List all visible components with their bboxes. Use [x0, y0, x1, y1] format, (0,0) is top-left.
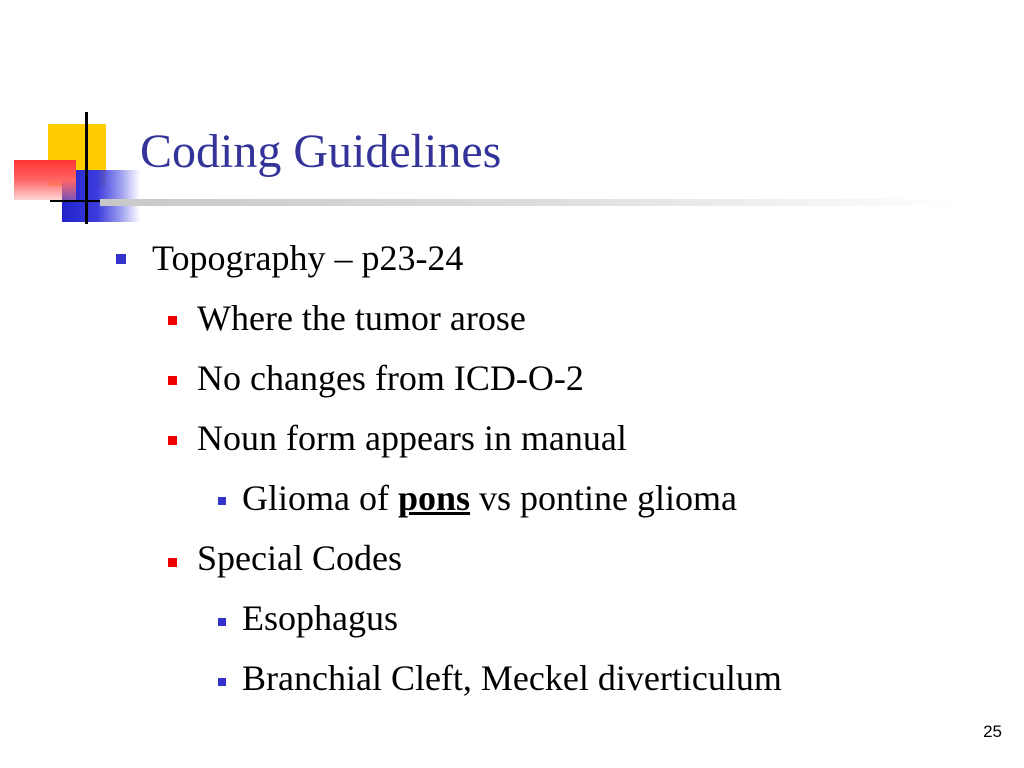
bullet-noun-form: Noun form appears in manual [197, 418, 627, 458]
bullet-square-icon [218, 497, 226, 505]
decor-red-square [14, 160, 76, 200]
bullet-square-icon [168, 436, 177, 445]
page-number: 25 [983, 722, 1002, 741]
glioma-prefix: Glioma of [242, 478, 398, 518]
bullet-square-icon [168, 558, 177, 567]
bullet-esophagus: Esophagus [242, 598, 398, 638]
bullet-square-icon [218, 618, 226, 626]
decor-vertical-line [85, 112, 88, 224]
bullet-square-icon [116, 254, 126, 264]
bullet-where-arose: Where the tumor arose [197, 298, 526, 338]
bullet-branchial: Branchial Cleft, Meckel diverticulum [242, 658, 782, 698]
glioma-emphasis: pons [397, 478, 471, 518]
glioma-suffix: vs pontine glioma [470, 478, 738, 518]
bullet-no-changes: No changes from ICD-O-2 [197, 358, 584, 398]
bullet-special-codes: Special Codes [197, 538, 402, 578]
bullet-topography: Topography – p23-24 [152, 238, 464, 278]
title-underline-rule [100, 199, 960, 206]
bullet-square-icon [218, 678, 226, 686]
slide-title: Coding Guidelines [140, 125, 502, 178]
bullet-square-icon [168, 316, 177, 325]
bullet-glioma [242, 476, 737, 520]
bullet-square-icon [168, 376, 177, 385]
